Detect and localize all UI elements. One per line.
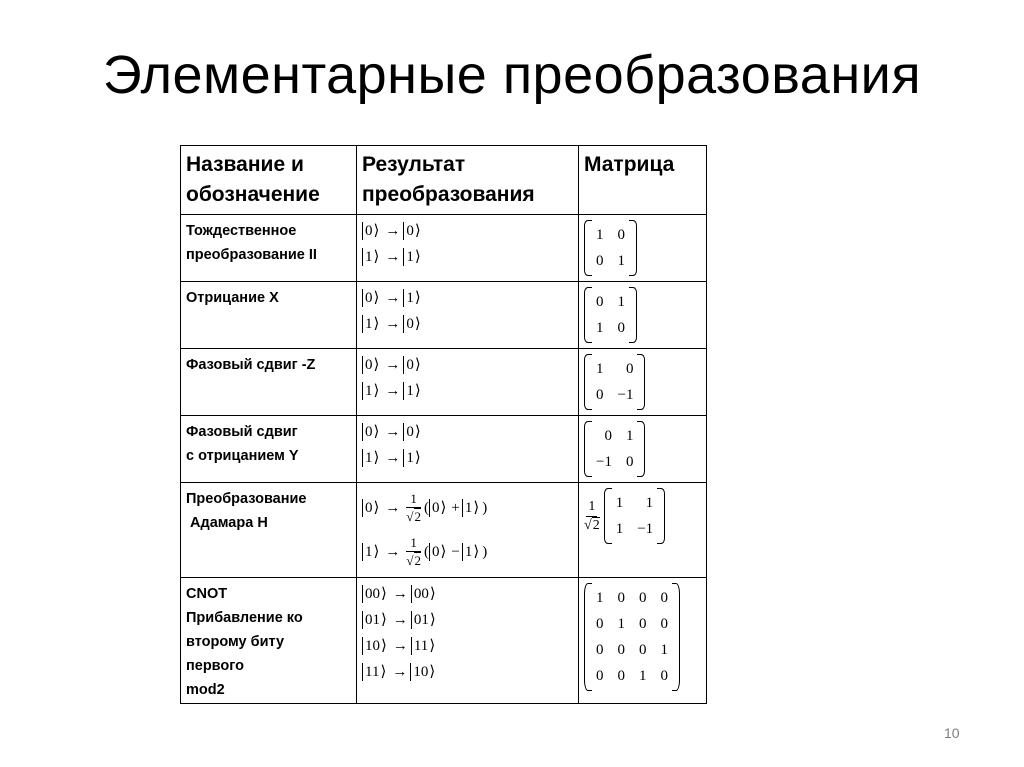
ket-angle: ⟩	[373, 316, 380, 332]
matrix-entry: 0	[617, 590, 625, 606]
gate-name-line: Фазовый сдвиг -Z	[186, 357, 316, 373]
table-row	[181, 578, 707, 704]
matrix-entry: 0	[596, 253, 604, 269]
fraction-denominator	[584, 517, 600, 535]
fraction	[406, 491, 421, 525]
matrix-right-paren	[672, 583, 680, 691]
ket-symbol	[362, 611, 390, 629]
arrow-icon: →	[385, 290, 401, 306]
matrix-entry: 0	[617, 320, 625, 336]
gate-name-cell	[181, 578, 357, 704]
matrix-left-paren	[584, 354, 592, 410]
sqrt-symbol: √	[584, 517, 592, 533]
fraction	[406, 535, 421, 569]
gate-name-cell	[181, 282, 357, 349]
right-paren: )	[482, 499, 488, 516]
ket-angle: ⟩	[414, 223, 421, 239]
matrix	[584, 287, 637, 343]
transform-line	[362, 581, 573, 607]
transform-cell	[357, 416, 579, 483]
ket-value: 1	[406, 290, 414, 306]
ket-angle: ⟩	[429, 638, 436, 654]
gates-table	[180, 145, 707, 704]
gate-name-line: Тождественное	[186, 223, 297, 239]
header-result: Результат преобразования	[357, 146, 579, 215]
matrix-entry: 0	[660, 590, 668, 606]
matrix-entry: 0	[625, 361, 634, 377]
operator: −	[451, 543, 460, 560]
matrix-right-paren	[637, 421, 645, 477]
left-paren: (	[424, 499, 429, 516]
matrix-entry: 1	[596, 361, 604, 377]
ket-angle: ⟩	[373, 249, 380, 265]
matrix-cell	[579, 215, 707, 282]
ket-value: 1	[365, 544, 373, 560]
slide-title: Элементарные преобразования	[102, 45, 922, 105]
ket-value: 0	[406, 223, 414, 239]
ket-angle: ⟩	[440, 500, 447, 516]
ket-value: 0	[406, 316, 414, 332]
ket-angle: ⟩	[414, 249, 421, 265]
gate-name-line: Преобразование	[186, 491, 307, 507]
ket-value: 1	[406, 450, 414, 466]
matrix	[584, 488, 665, 544]
ket-symbol	[362, 289, 382, 307]
header-name: Название и обозначение	[181, 146, 357, 215]
matrix-left-paren	[584, 287, 592, 343]
matrix-entry: 0	[604, 428, 612, 444]
matrix-entry: 0	[617, 227, 625, 243]
matrix-cell	[579, 416, 707, 483]
ket-symbol	[429, 499, 449, 517]
matrix-entry: 0	[596, 642, 604, 658]
matrix-entry: 1	[617, 253, 625, 269]
ket-value: 01	[365, 612, 380, 628]
transform-line	[362, 218, 573, 244]
gate-name-line: первого	[186, 658, 244, 674]
ket-angle: ⟩	[373, 357, 380, 373]
transform-cell	[357, 483, 579, 578]
matrix-entry: 1	[645, 495, 654, 511]
matrix-entry: −1	[596, 454, 612, 470]
fraction-numerator: 1	[586, 498, 597, 517]
matrix	[584, 354, 645, 410]
gate-name-line: mod2	[186, 682, 225, 698]
sqrt-value: 2	[414, 509, 421, 524]
ket-value: 1	[464, 544, 473, 560]
ket-value: 0	[365, 500, 373, 516]
transform-line	[362, 530, 573, 574]
matrix-entry: 1	[615, 495, 624, 511]
matrix-entry: 0	[660, 616, 668, 632]
matrix-grid	[592, 221, 629, 275]
transform-line	[362, 659, 573, 685]
ket-angle: ⟩	[414, 450, 421, 466]
ket-symbol	[410, 663, 438, 681]
matrix-entry: 0	[639, 642, 647, 658]
ket-symbol	[403, 449, 423, 467]
ket-symbol	[403, 289, 423, 307]
arrow-icon: →	[392, 664, 408, 680]
transform-cell	[357, 282, 579, 349]
arrow-icon: →	[385, 543, 401, 560]
matrix-entry: 0	[596, 616, 604, 632]
arrow-icon: →	[385, 499, 401, 516]
matrix-entry: 1	[625, 428, 634, 444]
transform-cell	[357, 349, 579, 416]
transform-line	[362, 378, 573, 404]
gate-name-line: CNOT	[186, 586, 228, 602]
transform-line	[362, 419, 573, 445]
matrix-right-paren	[637, 354, 645, 410]
gate-name-cell	[181, 215, 357, 282]
gate-name-line: Отрицание Х	[186, 290, 279, 306]
matrix-right-paren	[657, 488, 665, 544]
ket-symbol	[362, 222, 382, 240]
ket-angle: ⟩	[414, 290, 421, 306]
ket-symbol	[362, 423, 382, 441]
ket-symbol	[411, 637, 438, 655]
ket-angle: ⟩	[429, 586, 436, 602]
ket-value: 0	[365, 290, 373, 306]
operator: +	[451, 499, 460, 516]
matrix-right-paren	[629, 287, 637, 343]
matrix-grid	[592, 355, 637, 409]
matrix-scale-fraction	[584, 498, 600, 535]
matrix-entry: 0	[639, 616, 647, 632]
arrow-icon: →	[385, 249, 401, 265]
matrix-entry: 1	[639, 668, 647, 684]
ket-angle: ⟩	[473, 544, 480, 560]
ket-symbol	[403, 222, 423, 240]
ket-symbol	[362, 543, 382, 561]
ket-symbol	[362, 315, 382, 333]
ket-value: 00	[365, 586, 380, 602]
gate-name-line: преобразование II	[186, 247, 317, 263]
transform-line	[362, 352, 573, 378]
matrix-grid	[592, 584, 672, 690]
ket-angle: ⟩	[381, 612, 387, 628]
arrow-icon: →	[392, 612, 408, 628]
matrix-entry: 1	[596, 590, 604, 606]
matrix-left-paren	[604, 488, 612, 544]
ket-value: 1	[406, 249, 414, 265]
matrix	[584, 421, 645, 477]
matrix-entry: 0	[639, 590, 647, 606]
arrow-icon: →	[385, 316, 401, 332]
transform-line	[362, 633, 573, 659]
ket-symbol	[362, 637, 390, 655]
ket-value: 10	[413, 664, 429, 680]
table-row	[181, 416, 707, 483]
ket-angle: ⟩	[373, 544, 380, 560]
left-paren: (	[424, 543, 429, 560]
fraction-numerator: 1	[406, 535, 421, 552]
table-row	[181, 282, 707, 349]
matrix-entry: 0	[617, 668, 625, 684]
ket-angle: ⟩	[373, 290, 380, 306]
ket-symbol	[362, 248, 382, 266]
ket-value: 11	[413, 638, 429, 654]
arrow-icon: →	[385, 450, 401, 466]
ket-angle: ⟩	[440, 544, 447, 560]
fraction-denominator	[406, 552, 421, 569]
ket-value: 00	[413, 586, 429, 602]
ket-symbol	[403, 382, 423, 400]
sqrt-symbol: √	[406, 509, 414, 524]
matrix-entry: 1	[596, 320, 604, 336]
ket-value: 0	[406, 424, 414, 440]
ket-symbol	[403, 423, 423, 441]
ket-symbol	[362, 356, 382, 374]
ket-angle: ⟩	[373, 500, 380, 516]
ket-symbol	[403, 315, 423, 333]
transform-line	[362, 607, 573, 633]
arrow-icon: →	[392, 586, 408, 602]
sqrt-value: 2	[414, 553, 421, 568]
transform-line	[362, 445, 573, 471]
matrix-entry: 0	[596, 387, 604, 403]
matrix-entry: 0	[596, 294, 604, 310]
ket-symbol	[362, 585, 390, 603]
matrix-left-paren	[584, 583, 592, 691]
gate-name-line: Адамара Н	[186, 515, 268, 531]
fraction-numerator: 1	[406, 491, 421, 508]
header-row	[181, 146, 707, 215]
header-matrix: Матрица	[579, 146, 707, 215]
ket-symbol	[362, 449, 382, 467]
ket-angle: ⟩	[414, 383, 421, 399]
matrix-left-paren	[584, 220, 592, 276]
gate-name-cell	[181, 416, 357, 483]
matrix-cell	[579, 483, 707, 578]
table-row	[181, 349, 707, 416]
transform-line	[362, 244, 573, 270]
gate-name-line: Прибавление ко	[186, 610, 303, 626]
gate-name-line: с отрицанием Y	[186, 448, 299, 464]
ket-angle: ⟩	[373, 450, 380, 466]
arrow-icon: →	[385, 223, 401, 239]
ket-value: 0	[365, 357, 373, 373]
ket-angle: ⟩	[414, 357, 421, 373]
ket-symbol	[411, 585, 439, 603]
matrix-cell	[579, 282, 707, 349]
ket-value: 1	[464, 500, 473, 516]
ket-symbol	[403, 356, 423, 374]
table-row	[181, 483, 707, 578]
ket-angle: ⟩	[380, 664, 387, 680]
ket-angle: ⟩	[414, 424, 421, 440]
matrix-grid	[592, 422, 637, 476]
matrix-left-paren	[584, 421, 592, 477]
ket-angle: ⟩	[429, 664, 436, 680]
ket-symbol	[429, 543, 449, 561]
matrix-right-paren	[629, 220, 637, 276]
ket-symbol	[462, 499, 482, 517]
transform-line	[362, 486, 573, 530]
matrix-entry: −1	[637, 521, 654, 537]
matrix-entry: 1	[617, 616, 625, 632]
ket-value: 11	[365, 664, 380, 680]
gate-name-cell	[181, 483, 357, 578]
table-body	[181, 146, 707, 704]
ket-angle: ⟩	[373, 383, 380, 399]
matrix-cell	[579, 578, 707, 704]
right-paren: )	[482, 543, 488, 560]
ket-value: 1	[365, 383, 373, 399]
ket-symbol	[362, 382, 382, 400]
arrow-icon: →	[392, 638, 408, 654]
ket-symbol	[362, 499, 382, 517]
ket-value: 0	[432, 544, 440, 560]
arrow-icon: →	[385, 357, 401, 373]
ket-value: 0	[406, 357, 414, 373]
matrix-entry: 1	[596, 227, 604, 243]
matrix	[584, 583, 680, 691]
ket-value: 1	[365, 249, 373, 265]
ket-value: 0	[365, 223, 373, 239]
matrix-entry: 1	[660, 642, 668, 658]
transform-cell	[357, 215, 579, 282]
ket-value: 1	[365, 316, 373, 332]
ket-angle: ⟩	[381, 638, 387, 654]
matrix-cell	[579, 349, 707, 416]
matrix-entry: 0	[617, 642, 625, 658]
ket-value: 0	[365, 424, 373, 440]
matrix-entry: 0	[625, 454, 634, 470]
ket-angle: ⟩	[373, 424, 380, 440]
matrix	[584, 220, 637, 276]
gate-name-cell	[181, 349, 357, 416]
matrix-entry: −1	[617, 387, 634, 403]
ket-symbol	[403, 248, 423, 266]
matrix-entry: 0	[596, 668, 604, 684]
matrix-entry: 1	[617, 294, 625, 310]
ket-symbol	[462, 543, 482, 561]
ket-value: 1	[365, 450, 373, 466]
matrix-grid	[612, 489, 657, 543]
ket-angle: ⟩	[414, 316, 421, 332]
ket-symbol	[362, 663, 389, 681]
transform-line	[362, 311, 573, 337]
matrix-entry: 1	[615, 521, 624, 537]
ket-angle: ⟩	[381, 586, 387, 602]
ket-value: 01	[413, 612, 429, 628]
sqrt-symbol: √	[406, 553, 414, 568]
matrix-grid	[592, 288, 629, 342]
arrow-icon: →	[385, 424, 401, 440]
ket-angle: ⟩	[373, 223, 380, 239]
ket-value: 0	[432, 500, 440, 516]
ket-value: 1	[406, 383, 414, 399]
ket-value: 10	[365, 638, 380, 654]
fraction-denominator	[406, 508, 421, 525]
gate-name-line: Фазовый сдвиг	[186, 424, 298, 440]
ket-symbol	[411, 611, 439, 629]
ket-angle: ⟩	[429, 612, 436, 628]
arrow-icon: →	[385, 383, 401, 399]
sqrt-value: 2	[592, 517, 600, 533]
transform-cell	[357, 578, 579, 704]
transform-line	[362, 285, 573, 311]
gate-name-line: второму биту	[186, 634, 285, 650]
table-row	[181, 215, 707, 282]
page-number: 10	[944, 725, 960, 741]
matrix-entry: 0	[660, 668, 668, 684]
ket-angle: ⟩	[473, 500, 480, 516]
